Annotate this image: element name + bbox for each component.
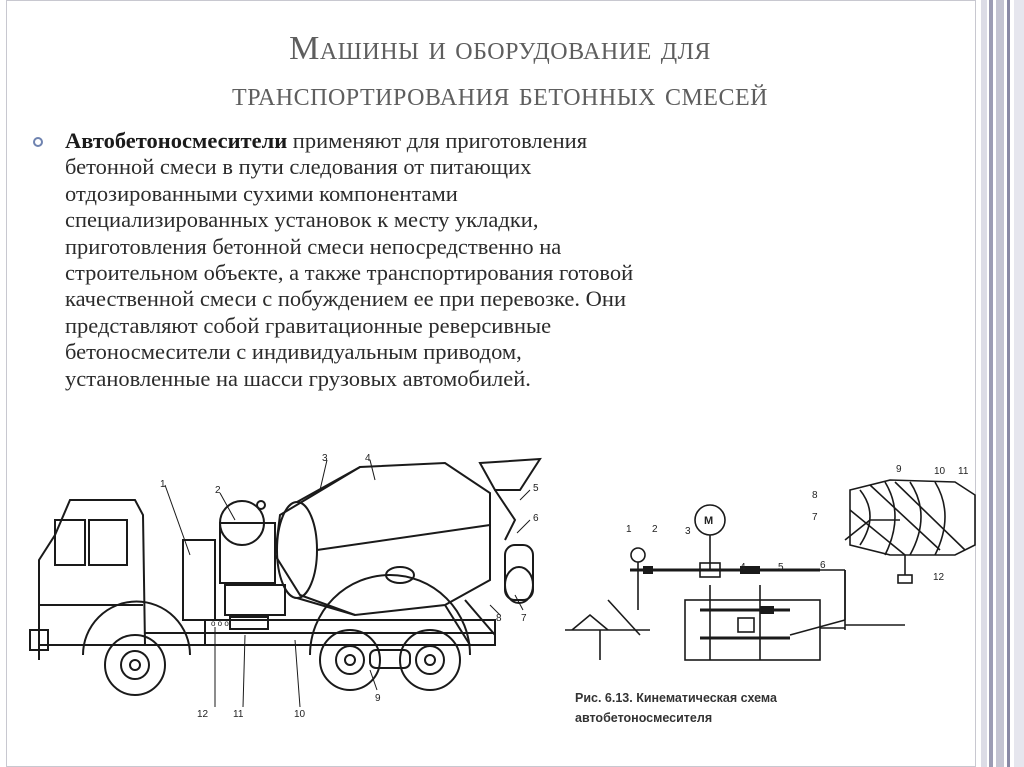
term-bold: Автобетоносмесители [65,128,288,153]
figure-caption [575,688,895,728]
callout-label: 11 [233,709,244,720]
callout-label: 4 [365,453,371,464]
callout-label: 12 [933,572,945,583]
equipment-column [183,540,215,620]
paragraph-line: приготовления бетонной смеси непосредственно на [65,233,562,259]
slide-title [0,26,1000,118]
gauge-plate [230,617,268,629]
callout-label: 2 [215,485,221,496]
callout-label: 1 [626,524,632,535]
callout-label: 10 [294,709,306,720]
callout-label: 11 [958,466,969,477]
callout-label: 8 [496,613,502,624]
callout-label: 1 [160,479,166,490]
decorative-stripe [1007,0,1010,767]
paragraph-line [65,128,895,154]
callout-label: 9 [896,464,902,475]
motor-label: М [704,515,714,527]
paragraph-line: бетоносмесители с индивидуальным приводом, [65,339,522,365]
caption-line-1: Рис. 6.13. Кинематическая схема [575,691,777,705]
kinematic-scheme-drawing [560,460,980,685]
wheel-arch-rear [310,575,470,655]
callout-label: 6 [820,560,826,571]
wheel-arch [83,602,190,656]
decorative-stripe [1014,0,1024,767]
callout-label: 12 [197,709,209,720]
bullet-icon [33,137,43,147]
body-paragraph [65,128,895,392]
drum-icon [850,480,975,555]
paragraph-text: применяют для приготовления [287,128,588,153]
callout-label: 4 [740,562,746,573]
mixer-truck-drawing [25,445,555,725]
callout-label: 5 [533,483,539,494]
paragraph-line: качественной смеси с побуждением ее при перевозке. Они [65,286,626,312]
callout-label: 5 [778,562,784,573]
callout-label: 6 [533,513,539,524]
slide-title-line-2: транспортирования бетонных смесей [232,76,768,113]
loading-hopper [480,459,540,490]
callout-label: 8 [812,490,818,501]
caption-line-2: автобетоносмесителя [575,711,713,725]
callout-label: 2 [652,524,658,535]
callout-label: 3 [685,526,691,537]
paragraph-line: отдозированными сухими компонентами [65,180,458,206]
paragraph-line: специализированных установок к месту укладки, [65,207,539,233]
cab-window [89,520,127,565]
paragraph-line: представляют собой гравитационные реверсивные [65,312,552,338]
callout-label: 10 [934,466,946,477]
callout-label: 7 [521,613,527,624]
callout-label: 3 [322,453,328,464]
paragraph-line: строительном объекте, а также транспортирования готовой [65,260,634,286]
control-knob [631,548,645,562]
paragraph-line: бетонной смеси в пути следования от питающих [65,154,532,180]
paragraph-line: установленные на шасси грузовых автомобилей. [65,365,531,391]
slide-title-line-1: Машины и оборудование для [289,30,711,67]
gauge-text: o o o [211,619,229,628]
callout-label: 9 [375,693,381,704]
callout-label: 7 [812,512,818,523]
